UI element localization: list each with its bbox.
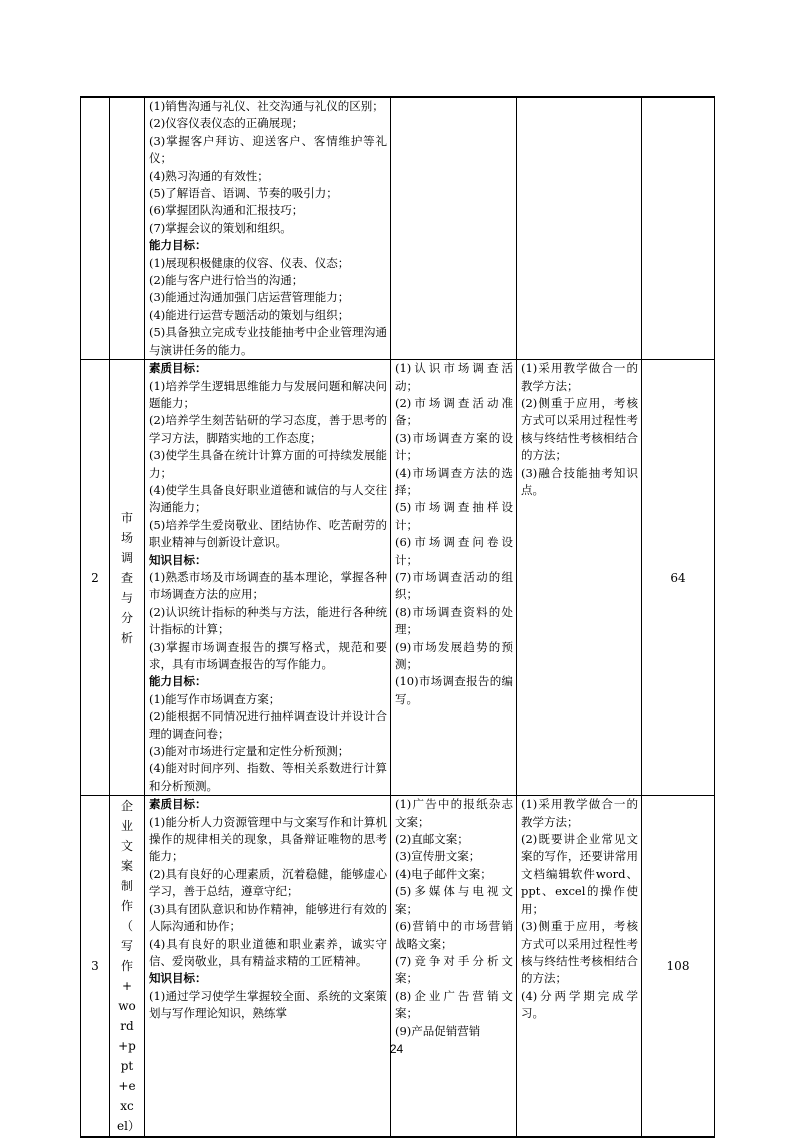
list-item: (3)掌握市场调查报告的撰写格式，规范和要求，具有市场调查报告的写作能力。 bbox=[149, 639, 387, 671]
list-item: (1)广告中的报纸杂志文案； bbox=[395, 797, 513, 829]
list-item: (2)培养学生刻苦钻研的学习态度，善于思考的学习方法，脚踏实地的工作态度； bbox=[149, 413, 387, 445]
list-item: (1)销售沟通与礼仪、社交沟通与礼仪的区别； bbox=[149, 99, 384, 113]
requirements-cell bbox=[517, 97, 642, 360]
list-item: (5)多媒体与电视文案； bbox=[395, 884, 513, 916]
course-name bbox=[110, 97, 145, 360]
list-item: (4)具有良好的职业道德和职业素养，诚实守信、爱岗敬业，具有精益求精的工匠精神。 bbox=[149, 936, 387, 968]
list-item: (1)展现积极健康的仪容、仪表、仪态； bbox=[149, 255, 350, 270]
row-number: 2 bbox=[81, 360, 110, 796]
hours: 64 bbox=[642, 360, 715, 796]
cell-text bbox=[391, 796, 516, 1040]
list-item: (3)使学生具备在统计计算方面的可持续发展能力； bbox=[149, 448, 387, 480]
goals-cell bbox=[145, 796, 391, 1138]
list-item: (2)认识统计指标的种类与方法，能进行各种统计指标的计算； bbox=[149, 604, 387, 637]
list-item: (4)分两学期完成学习。 bbox=[521, 988, 638, 1021]
row-number: 3 bbox=[81, 796, 110, 1138]
cell-text bbox=[145, 360, 390, 795]
section-heading: 能力目标： bbox=[149, 238, 207, 253]
course-name: 企业文案制作（写作+word+ppt+excel） bbox=[110, 796, 145, 1138]
section-heading: 知识目标： bbox=[149, 552, 207, 567]
page-number: 24 bbox=[389, 1042, 404, 1056]
hours: 108 bbox=[642, 796, 715, 1138]
requirements-cell bbox=[517, 796, 642, 1138]
row-number bbox=[81, 97, 110, 360]
table-row bbox=[81, 796, 715, 1138]
list-item: (1)认识市场调查活动； bbox=[395, 361, 513, 393]
list-item: (8)企业广告营销文案； bbox=[395, 988, 513, 1021]
list-item: (6)掌握团队沟通和汇报技巧； bbox=[149, 203, 304, 218]
list-item: (3)掌握客户拜访、迎送客户、客情维护等礼仪； bbox=[149, 133, 387, 166]
list-item: (2)直邮文案； bbox=[395, 832, 469, 847]
list-item: (3)融合技能抽考知识点。 bbox=[521, 465, 638, 497]
list-item: (6)市场调查问卷设计； bbox=[395, 535, 513, 567]
list-item: (4)熟习沟通的有效性； bbox=[149, 168, 269, 183]
list-item: (9)产品促销营销 bbox=[395, 1023, 481, 1038]
requirements-cell bbox=[517, 360, 642, 796]
hours bbox=[642, 97, 715, 360]
contents-cell bbox=[391, 796, 517, 1138]
list-item: (1)能写作市场调查方案； bbox=[149, 691, 281, 706]
list-item: (6)营销中的市场营销战略文案； bbox=[395, 919, 513, 951]
list-item: (1)熟悉市场及市场调查的基本理论，掌握各种市场调查方法的应用； bbox=[149, 569, 387, 602]
list-item: (3)市场调查方案的设计； bbox=[395, 430, 513, 463]
list-item: (10)市场调查报告的编写。 bbox=[395, 674, 513, 706]
list-item: (7)市场调查活动的组织； bbox=[395, 569, 513, 602]
list-item: (2)既要讲企业常见文案的写作，还要讲常用文档编辑软件word、ppt、excel的操作使用； bbox=[521, 832, 638, 916]
list-item: (1)采用教学做合一的教学方法； bbox=[521, 797, 638, 829]
list-item: (3)宣传册文案； bbox=[395, 849, 481, 864]
contents-cell bbox=[391, 97, 517, 360]
table-row bbox=[81, 360, 715, 796]
cell-text bbox=[517, 796, 641, 1022]
list-item: (5)市场调查抽样设计； bbox=[395, 500, 513, 532]
cell-text bbox=[391, 360, 516, 708]
list-item: (1)采用教学做合一的教学方法； bbox=[521, 361, 638, 393]
section-heading: 能力目标： bbox=[149, 674, 207, 689]
list-item: (4)市场调查方法的选择； bbox=[395, 465, 513, 497]
cell-text bbox=[145, 796, 390, 1022]
list-item: (9)市场发展趋势的预测； bbox=[395, 639, 513, 671]
list-item: (5)了解语音、语调、节奏的吸引力； bbox=[149, 186, 338, 201]
cell-text bbox=[517, 360, 641, 499]
section-heading: 素质目标： bbox=[149, 797, 207, 812]
list-item: (5)具备独立完成专业技能抽考中企业管理沟通与演讲任务的能力。 bbox=[149, 325, 387, 357]
list-item: (3)能对市场进行定量和定性分析预测； bbox=[149, 744, 350, 759]
list-item: (2)市场调查活动准备； bbox=[395, 395, 513, 428]
list-item: (1)能分析人力资源管理中与文案写作和计算机操作的规律相关的现象，具备辩证唯物的思考能力； bbox=[149, 814, 387, 864]
cell-text bbox=[145, 98, 390, 359]
list-item: (3)侧重于应用，考核方式可以采用过程性考核与终结性考核相结合的方法； bbox=[521, 919, 638, 986]
list-item: (4)电子邮件文案； bbox=[395, 866, 492, 881]
list-item: (4)使学生具备良好职业道德和诚信的与人交往沟通能力； bbox=[149, 482, 387, 515]
list-item: (1)通过学习使学生掌握较全面、系统的文案策划与写作理论知识，熟练掌 bbox=[149, 988, 387, 1021]
section-heading: 素质目标： bbox=[149, 361, 207, 376]
list-item: (2)具有良好的心理素质，沉着稳健，能够虚心学习，善于总结，遵章守纪； bbox=[149, 866, 387, 899]
list-item: (3)具有团队意识和协作精神，能够进行有效的人际沟通和协作； bbox=[149, 901, 387, 934]
list-item: (7)掌握会议的策划和组织。 bbox=[149, 220, 292, 235]
list-item: (2)能与客户进行恰当的沟通； bbox=[149, 273, 304, 288]
goals-cell bbox=[145, 360, 391, 796]
table-row bbox=[81, 97, 715, 360]
contents-cell bbox=[391, 360, 517, 796]
list-item: (4)能进行运营专题活动的策划与组织； bbox=[149, 307, 350, 322]
goals-cell bbox=[145, 97, 391, 360]
list-item: (2)能根据不同情况进行抽样调查设计并设计合理的调查问卷； bbox=[149, 709, 387, 741]
list-item: (2)仪容仪表仪态的正确展现； bbox=[149, 116, 304, 131]
list-item: (4)能对时间序列、指数、等相关系数进行计算和分析预测。 bbox=[149, 761, 387, 793]
list-item: (7)竞争对手分析文案； bbox=[395, 953, 513, 986]
list-item: (3)能通过沟通加强门店运营管理能力； bbox=[149, 290, 350, 305]
list-item: (2)侧重于应用，考核方式可以采用过程性考核与终结性考核相结合的方法； bbox=[521, 395, 638, 463]
curriculum-table bbox=[80, 96, 715, 1138]
course-name: 市场调查与分析 bbox=[110, 360, 145, 796]
list-item: (5)培养学生爱岗敬业、团结协作、吃苦耐劳的职业精神与创新设计意识。 bbox=[149, 517, 387, 550]
section-heading: 知识目标： bbox=[149, 971, 207, 986]
list-item: (8)市场调查资料的处理； bbox=[395, 604, 513, 637]
list-item: (1)培养学生逻辑思维能力与发展问题和解决问题能力； bbox=[149, 378, 387, 410]
